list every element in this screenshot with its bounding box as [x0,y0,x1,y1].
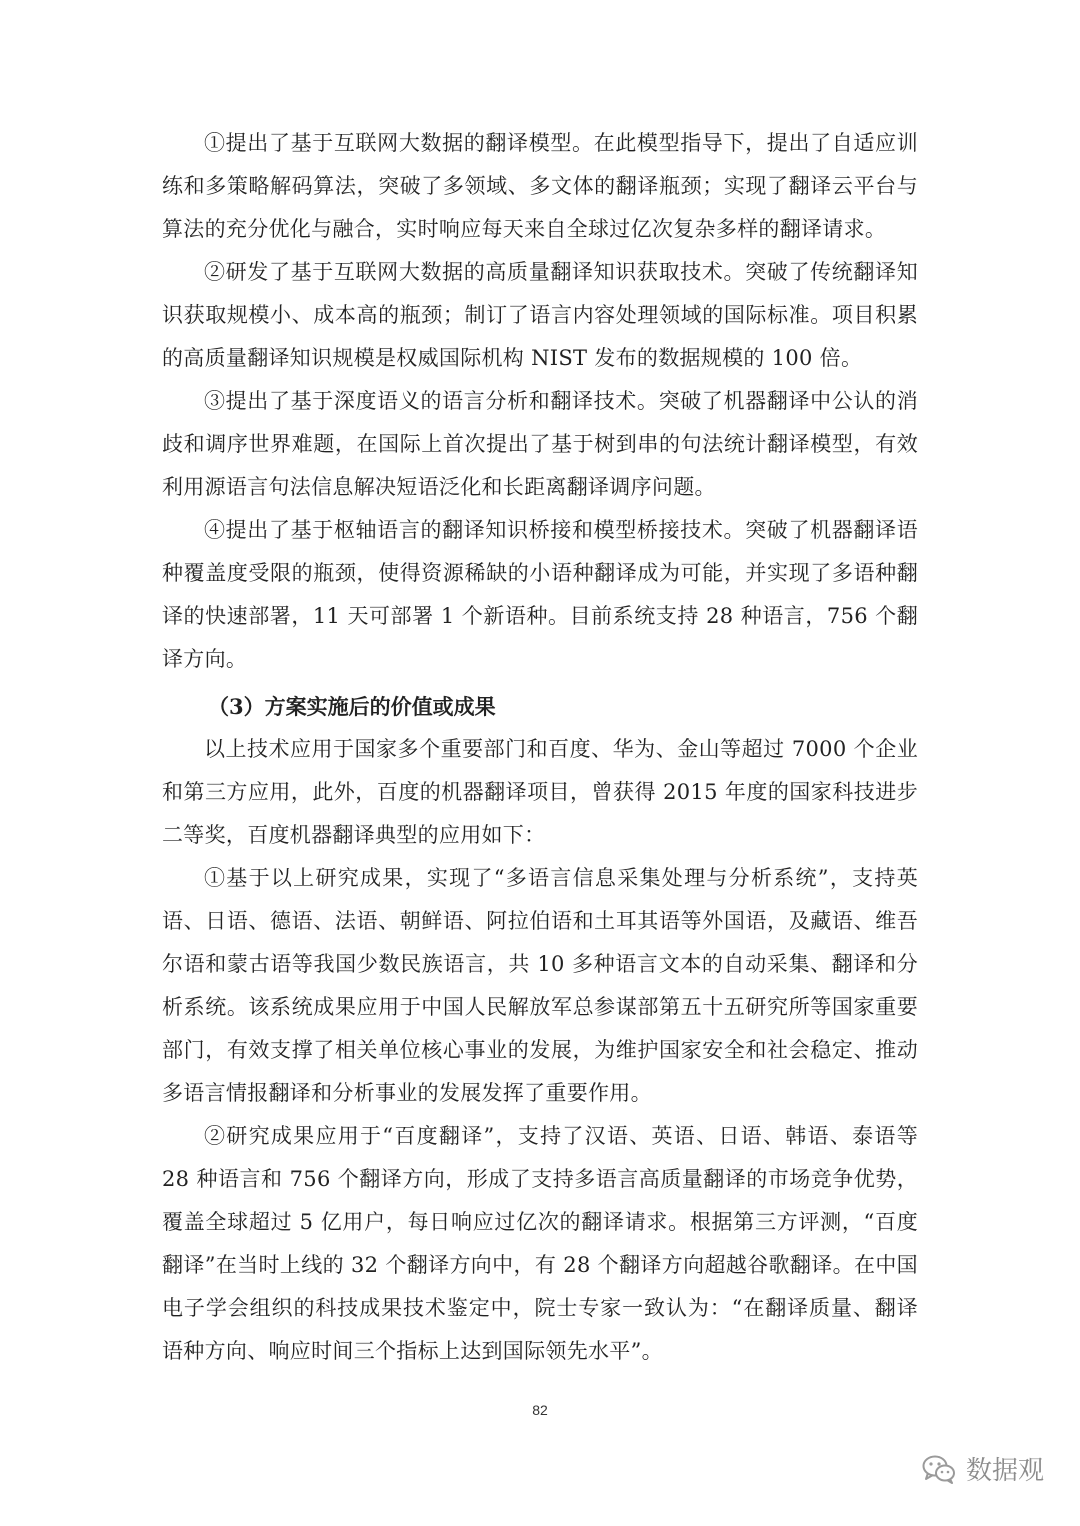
watermark [922,1450,1044,1487]
paragraph-applications: 以上技术应用于国家多个重要部门和百度、华为、金山等超过 7000 个企业和第三方应用，此外，百度的机器翻译项目，曾获得 2015 年度的国家科技进步二等奖，百度机器翻译典型的应用如下： [162,737,918,847]
wechat-icon [922,1454,956,1484]
page-number: 82 [532,1402,548,1418]
paragraph-semantic: ③提出了基于深度语义的语言分析和翻译技术。突破了机器翻译中公认的消歧和调序世界难题，在国际上首次提出了基于树到串的句法统计翻译模型，有效利用源语言句法信息解决短语泛化和长距离翻译调序问题。 [162,389,918,499]
paragraph-knowledge: ②研发了基于互联网大数据的高质量翻译知识获取技术。突破了传统翻译知识获取规模小、成本高的瓶颈；制订了语言内容处理领域的国际标准。项目积累的高质量翻译知识规模是权威国际机构 NIST 发布的数据规模的 100 倍。 [162,260,918,370]
paragraph-multilingual-system: ①基于以上研究成果，实现了“多语言信息采集处理与分析系统”，支持英语、日语、德语、法语、朝鲜语、阿拉伯语和土耳其语等外国语，及藏语、维吾尔语和蒙古语等我国少数民族语言，共 10 多种语言文本的自动采集、翻译和分析系统。该系统成果应用于中国人民解放军总参谋部第五十五研究所等国家重要部门，有效支撑了相关单位核心事业的发展，为维护国家安全和社会稳定、推动多语言情报翻译和分析事业的发展发挥了重要作用。 [162,866,918,1105]
document-body [162,122,918,1373]
paragraph-pivot: ④提出了基于枢轴语言的翻译知识桥接和模型桥接技术。突破了机器翻译语种覆盖度受限的瓶颈，使得资源稀缺的小语种翻译成为可能，并实现了多语种翻译的快速部署，11 天可部署 1 个新语种。目前系统支持 28 种语言，756 个翻译方向。 [162,518,918,671]
section-heading: （3）方案实施后的价值或成果 [208,694,496,719]
paragraph-baidu-translate: ②研究成果应用于“百度翻译”，支持了汉语、英语、日语、韩语、泰语等 28 种语言和 756 个翻译方向，形成了支持多语言高质量翻译的市场竞争优势，覆盖全球超过 5 亿用户，每日响应过亿次的翻译请求。根据第三方评测，“百度翻译”在当时上线的 32 个翻译方向中，有 28 个翻译方向超越谷歌翻译。在中国电子学会组织的科技成果技术鉴定中，院士专家一致认为：“在翻译质量、翻译语种方向、响应时间三个指标上达到国际领先水平”。 [162,1124,918,1363]
watermark-text: 数据观 [965,1456,1044,1486]
paragraph-model: ①提出了基于互联网大数据的翻译模型。在此模型指导下，提出了自适应训练和多策略解码算法，突破了多领域、多文体的翻译瓶颈；实现了翻译云平台与算法的充分优化与融合，实时响应每天来自全球过亿次复杂多样的翻译请求。 [162,131,918,241]
